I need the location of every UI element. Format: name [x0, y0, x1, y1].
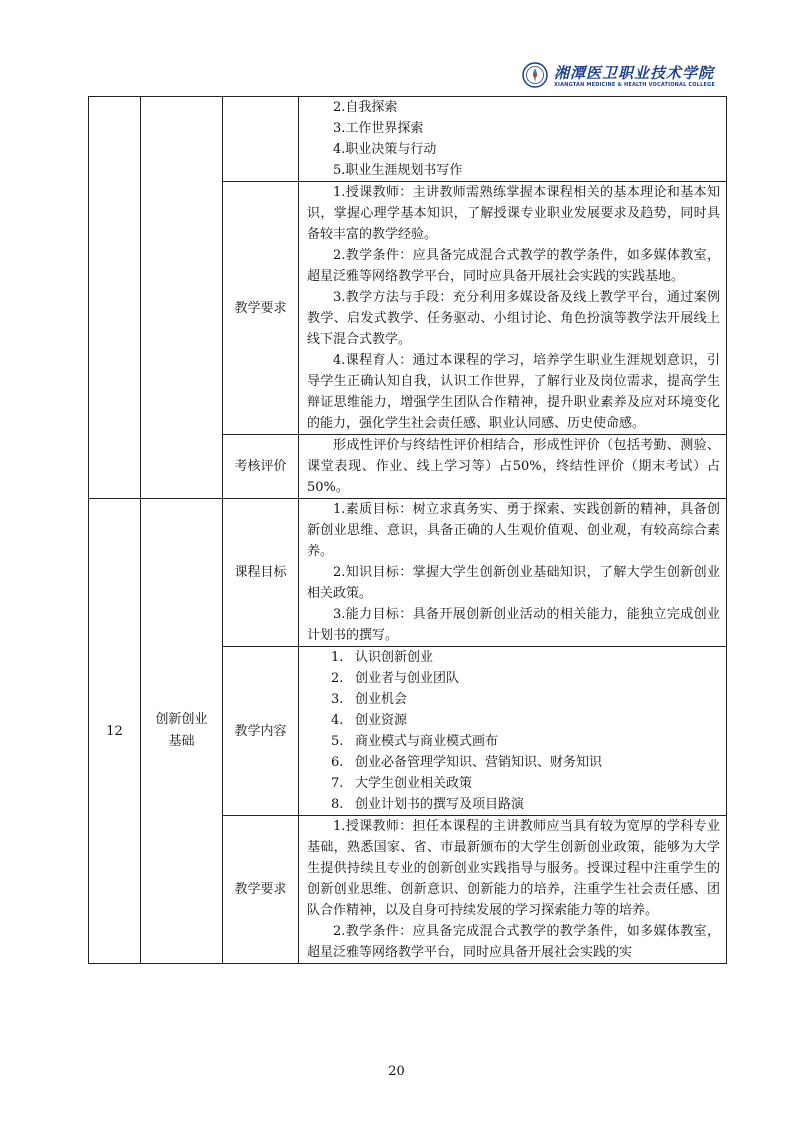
paragraph: 4.课程育人：通过本课程的学习，培养学生职业生涯规划意识，引导学生正确认知自我，认识工作世界，了解行业及岗位需求，提高学生辩证思维能力，增强学生团队合作精神，提升职业素养及应对环境变化的能力，强化学生社会责任感、职业认同感、历史使命感。 — [307, 353, 720, 431]
paragraph: 1.授课教师：担任本课程的主讲教师应当具有较为宽厚的学科专业基础，熟悉国家、省、市最新颁布的大学生创新创业政策，能够为大学生提供持续且专业的创新创业实践指导与服务。授课过程中注重学生的创新创业思维、创新意识、创新能力的培养，注重学生社会责任感、团队合作精神，以及自身可持续发展的学习探索能力等的培养。 — [307, 819, 720, 918]
teaching-requirement-label: 教学要求 — [223, 182, 299, 435]
page-number: 20 — [388, 1064, 405, 1079]
list-item: 3. 创业机会 — [331, 692, 408, 707]
page-header — [522, 62, 716, 98]
list-item: 2. 创业者与创业团队 — [331, 671, 460, 686]
teaching-requirement-label: 教学要求 — [223, 816, 299, 964]
list-item: 1. 认识创新创业 — [331, 650, 434, 665]
list-item: 4.职业决策与行动 — [333, 142, 437, 157]
paragraph: 形成性评价与终结性评价相结合，形成性评价（包括考勤、测验、课堂表现、作业、线上学习等）占50%，终结性评价（期末考试）占50%。 — [307, 438, 720, 495]
content-list-continued — [299, 97, 727, 182]
assessment-text — [299, 435, 727, 499]
course-name-cell-continued — [141, 97, 223, 499]
paragraph: 1.素质目标：树立求真务实、勇于探索、实践创新的精神，具备创新创业思维、意识，具备正确的人生观价值观、创业观，有较高综合素养。 — [307, 502, 720, 559]
paragraph: 3.教学方法与手段：充分利用多媒设备及线上教学平台，通过案例教学、启发式教学、任务驱动、小组讨论、角色扮演等教学法开展线上线下混合式教学。 — [307, 290, 720, 347]
list-item: 2.自我探索 — [333, 100, 398, 115]
paragraph: 2.教学条件：应具备完成混合式教学的教学条件，如多媒体教室，超星泛雅等网络教学平台，同时应具备开展社会实践的实 — [307, 924, 720, 960]
course-name-text: 创新创业基础 — [155, 712, 208, 749]
list-item: 3.工作世界探索 — [333, 121, 424, 136]
course-name — [141, 499, 223, 964]
paragraph: 2.知识目标：掌握大学生创新创业基础知识，了解大学生创新创业相关政策。 — [307, 565, 720, 601]
paragraph: 3.能力目标：具备开展创新创业活动的相关能力，能独立完成创业计划书的撰写。 — [307, 607, 720, 643]
list-item: 8. 创业计划书的撰写及项目路演 — [331, 797, 525, 812]
list-item: 5.职业生涯规划书写作 — [333, 163, 463, 178]
paragraph: 1.授课教师：主讲教师需熟练掌握本课程相关的基本理论和基本知识，掌握心理学基本知识，了解授课专业职业发展要求及趋势，同时具备较丰富的教学经验。 — [307, 185, 720, 242]
course-goal-text — [299, 499, 727, 647]
paragraph: 2.教学条件：应具备完成混合式教学的教学条件，如多媒体教室，超星泛雅等网络教学平台，同时应具备开展社会实践的实践基地。 — [307, 248, 720, 284]
list-item: 7. 大学生创业相关政策 — [331, 776, 473, 791]
list-item: 4. 创业资源 — [331, 713, 408, 728]
school-name-cn: 湘潭医卫职业技术学院 — [554, 64, 715, 82]
list-item: 6. 创业必备管理学知识、营销知识、财务知识 — [331, 755, 603, 770]
course-table — [88, 96, 727, 964]
course-goal-label: 课程目标 — [223, 499, 299, 647]
teaching-requirement-text — [299, 816, 727, 964]
table-row — [89, 499, 727, 647]
course-number: 12 — [89, 499, 141, 964]
college-seal-icon — [522, 62, 548, 88]
number-cell-continued — [89, 97, 141, 499]
teaching-content-list — [299, 647, 727, 816]
list-item: 5. 商业模式与商业模式画布 — [331, 734, 499, 749]
table-row — [89, 97, 727, 182]
assessment-label: 考核评价 — [223, 435, 299, 499]
teaching-content-label: 教学内容 — [223, 647, 299, 816]
school-name-en: XIANGTAN MEDICINE & HEALTH VOCATIONAL COLLEGE — [554, 82, 716, 88]
teaching-requirement-text — [299, 182, 727, 435]
label-cell-empty — [223, 97, 299, 182]
